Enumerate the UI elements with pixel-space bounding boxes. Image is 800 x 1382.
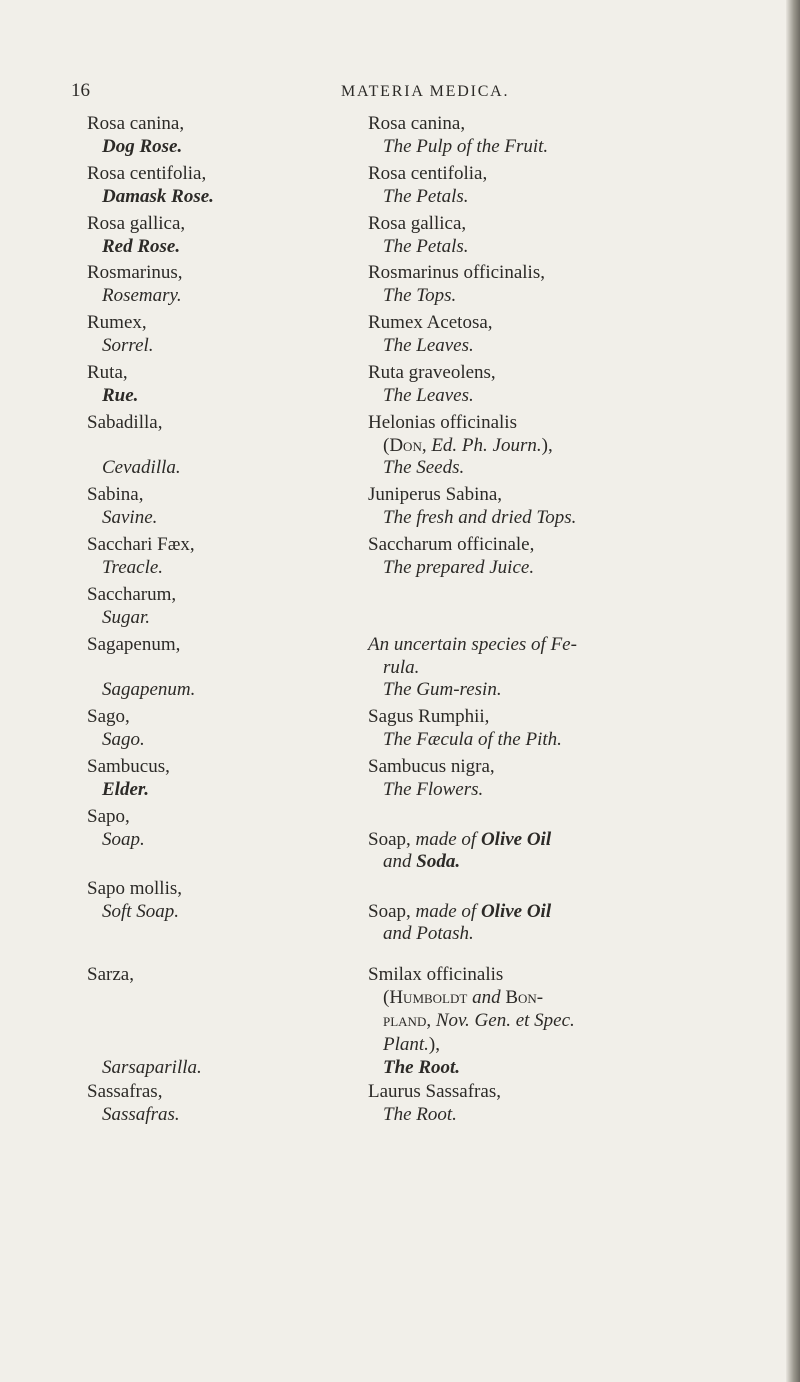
- plant-part: The Leaves.: [383, 334, 474, 356]
- official-name: Sagapenum,: [87, 634, 181, 655]
- plant-source-line1: [368, 901, 551, 924]
- official-name: Rosa gallica,: [87, 213, 186, 234]
- authority-name2-part2: pland: [383, 1010, 427, 1032]
- plant-part: The Pulp of the Fruit.: [383, 135, 549, 157]
- plant-source: Juniperus Sabina,: [368, 484, 503, 505]
- plant-part: The Root.: [383, 1103, 457, 1125]
- authority-citation-line3: Plant.),: [383, 1033, 440, 1055]
- authority-citation-line2: pland, Nov. Gen. et Spec.: [383, 1010, 575, 1032]
- source-oil: Olive Oil: [480, 828, 552, 850]
- authority-citation-line1: (Humboldt and Bon-: [383, 987, 544, 1009]
- official-name: Ruta,: [87, 362, 128, 383]
- source-prefix: Soap,: [368, 900, 411, 922]
- english-name: Sugar.: [102, 606, 151, 628]
- plant-source: Rosa canina,: [368, 113, 466, 134]
- official-name: Saccharum,: [87, 584, 177, 605]
- official-name: Rosmarinus,: [87, 262, 183, 283]
- plant-source: Rosmarinus officinalis,: [368, 262, 545, 283]
- english-name: Soap.: [102, 828, 145, 850]
- source-prefix: Soap,: [368, 828, 411, 850]
- authority-name: Don: [389, 434, 422, 456]
- plant-source-line1: [368, 829, 551, 852]
- plant-source-line2: [368, 923, 474, 946]
- english-name: Cevadilla.: [102, 457, 181, 479]
- page-edge-shadow: [786, 0, 800, 1382]
- plant-part: The Gum-resin.: [383, 679, 502, 701]
- authority-reference: Ed. Ph. Journ.: [431, 434, 542, 456]
- plant-source: Rosa centifolia,: [368, 163, 488, 184]
- authority-name: Humboldt: [389, 987, 468, 1009]
- english-name: Damask Rose.: [102, 185, 214, 207]
- english-name: Sassafras.: [102, 1103, 180, 1125]
- plant-source-line2: rula.: [383, 656, 420, 678]
- plant-source: Laurus Sassafras,: [368, 1081, 501, 1102]
- official-name: Sabadilla,: [87, 412, 163, 433]
- source-alkali: Soda.: [416, 851, 461, 873]
- plant-part: The Tops.: [383, 284, 457, 306]
- plant-part: The Root.: [383, 1057, 461, 1078]
- english-name: Elder.: [102, 778, 149, 800]
- authority-name2-part1: Bon-: [505, 987, 544, 1009]
- official-name: Sacchari Fæx,: [87, 534, 195, 555]
- plant-part: The Petals.: [383, 235, 469, 257]
- plant-source: Helonias officinalis: [368, 412, 517, 433]
- plant-part: The Flowers.: [383, 778, 484, 800]
- plant-part: The Leaves.: [383, 384, 474, 406]
- english-name: Rue.: [102, 384, 139, 406]
- plant-part: The Petals.: [383, 185, 469, 207]
- official-name: Sago,: [87, 706, 130, 727]
- page-header: [0, 80, 800, 110]
- running-head: MATERIA MEDICA.: [341, 83, 510, 100]
- plant-part: The Fæcula of the Pith.: [383, 728, 562, 750]
- plant-source: Saccharum officinale,: [368, 534, 535, 555]
- source-and: and: [383, 851, 412, 873]
- official-name: Sarza,: [87, 964, 134, 985]
- source-alkali: Potash.: [416, 923, 474, 945]
- english-name: Sago.: [102, 728, 145, 750]
- authority-and: and: [472, 987, 501, 1009]
- official-name: Sapo,: [87, 806, 130, 827]
- plant-source: Ruta graveolens,: [368, 362, 496, 383]
- source-and: and: [383, 923, 412, 945]
- official-name: Sambucus,: [87, 756, 170, 777]
- source-made-of: made of: [415, 900, 477, 922]
- authority-reference: Nov. Gen. et Spec.: [435, 1010, 575, 1032]
- english-name: Rosemary.: [102, 284, 182, 306]
- page-number: 16: [71, 80, 90, 101]
- english-name: Sarsaparilla.: [102, 1057, 202, 1078]
- source-oil: Olive Oil: [480, 900, 552, 922]
- official-name: Rumex,: [87, 312, 147, 333]
- official-name: Sassafras,: [87, 1081, 163, 1102]
- official-name: Sabina,: [87, 484, 144, 505]
- plant-source: Rumex Acetosa,: [368, 312, 493, 333]
- official-name: Rosa canina,: [87, 113, 185, 134]
- plant-source: Smilax officinalis: [368, 964, 504, 985]
- official-name: Rosa centifolia,: [87, 163, 207, 184]
- english-name: Savine.: [102, 506, 158, 528]
- plant-source: Sagus Rumphii,: [368, 706, 490, 727]
- plant-part: The fresh and dried Tops.: [383, 506, 577, 528]
- plant-source-line2: [368, 851, 460, 874]
- english-name: Red Rose.: [102, 235, 181, 257]
- plant-source: Rosa gallica,: [368, 213, 467, 234]
- plant-part: The prepared Juice.: [383, 556, 535, 578]
- english-name: Treacle.: [102, 556, 164, 578]
- english-name: Sorrel.: [102, 334, 154, 356]
- authority-citation: (Don, Ed. Ph. Journ.),: [383, 434, 553, 456]
- english-name: Sagapenum.: [102, 679, 196, 701]
- plant-source: Sambucus nigra,: [368, 756, 495, 777]
- plant-source-line1: An uncertain species of Fe-: [368, 634, 577, 655]
- official-name: Sapo mollis,: [87, 878, 183, 899]
- plant-part: The Seeds.: [383, 457, 465, 479]
- english-name: Dog Rose.: [102, 135, 183, 157]
- english-name: Soft Soap.: [102, 900, 180, 922]
- authority-reference2: Plant.: [383, 1033, 429, 1055]
- source-made-of: made of: [415, 828, 477, 850]
